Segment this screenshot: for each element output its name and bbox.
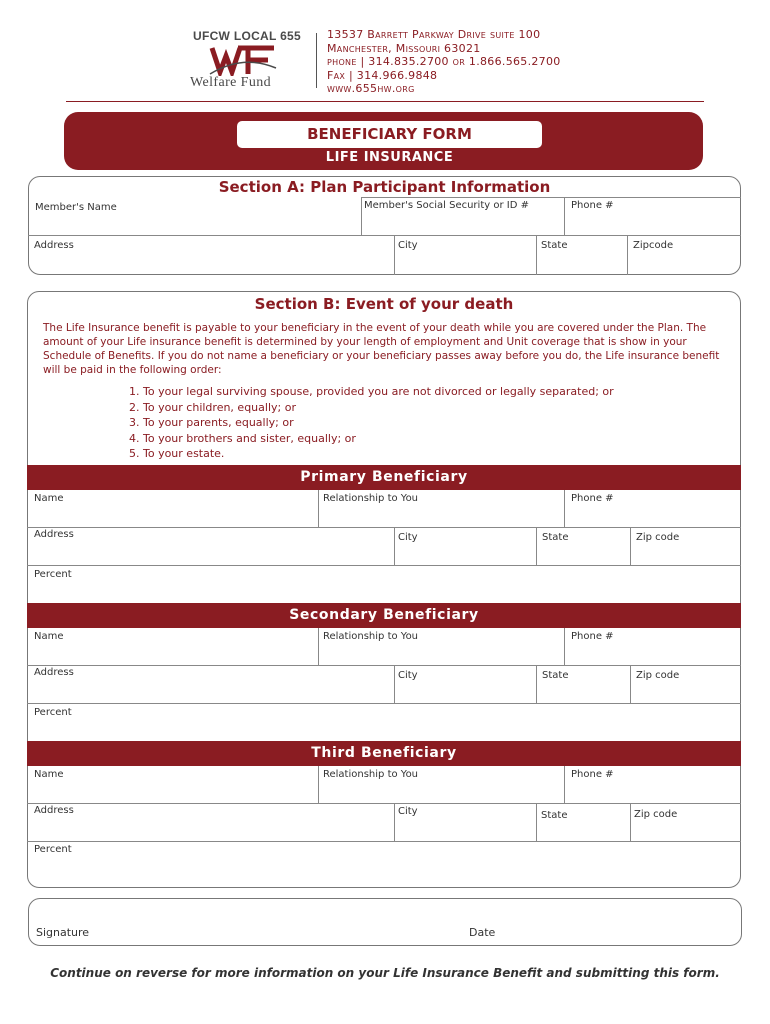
form-subtitle: LIFE INSURANCE	[325, 150, 454, 165]
signature-field[interactable]: Signature	[36, 926, 90, 939]
secondary-row-divider-1	[27, 665, 741, 666]
primary-zip-field[interactable]: Zip code	[636, 532, 680, 543]
primary-name-field[interactable]: Name	[34, 493, 64, 504]
signature-box	[28, 898, 742, 946]
primary-vline-5	[630, 527, 631, 565]
third-percent-field[interactable]: Percent	[34, 844, 72, 855]
payout-order-item: 3. To your parents, equally; or	[129, 416, 294, 429]
section-a-top-line	[361, 197, 741, 198]
payout-order-item: 5. To your estate.	[129, 447, 225, 460]
third-state-field[interactable]: State	[541, 810, 568, 821]
secondary-vline-4	[536, 665, 537, 703]
section-a-vline-3	[394, 235, 395, 275]
third-row-divider-2	[27, 841, 741, 842]
secondary-zip-field[interactable]: Zip code	[636, 670, 680, 681]
header-rule	[66, 101, 704, 102]
secondary-relationship-field[interactable]: Relationship to You	[323, 631, 419, 642]
third-beneficiary-header: Third Beneficiary	[27, 741, 741, 766]
org-name-bottom: Welfare Fund	[190, 75, 272, 90]
secondary-row-divider-2	[27, 703, 741, 704]
secondary-vline-2	[564, 628, 565, 665]
payout-order-item: 4. To your brothers and sister, equally; or	[129, 431, 356, 445]
primary-row-divider-1	[27, 527, 741, 528]
member-address-field[interactable]: Address	[34, 240, 74, 251]
section-b-box	[27, 291, 741, 888]
member-city-field[interactable]: City	[398, 240, 418, 251]
primary-phone-field[interactable]: Phone #	[571, 493, 614, 504]
secondary-address-field[interactable]: Address	[34, 667, 74, 678]
form-title: BENEFICIARY FORM	[237, 121, 542, 148]
third-vline-4	[536, 803, 537, 841]
secondary-vline-5	[630, 665, 631, 703]
section-a-vline-1	[361, 197, 362, 235]
member-ssn-field[interactable]: Member's Social Security or ID #	[364, 200, 529, 211]
primary-state-field[interactable]: State	[542, 532, 569, 543]
secondary-phone-field[interactable]: Phone #	[571, 631, 614, 642]
payout-order-list	[129, 384, 614, 462]
third-zip-field[interactable]: Zip code	[634, 809, 678, 820]
third-city-field[interactable]: City	[398, 806, 418, 817]
org-name-top: UFCW LOCAL 655	[193, 29, 301, 43]
section-a-vline-2	[564, 197, 565, 235]
primary-city-field[interactable]: City	[398, 532, 418, 543]
primary-beneficiary-header: Primary Beneficiary	[27, 465, 741, 490]
section-b-paragraph: The Life Insurance benefit is payable to your beneficiary in the event of your death while you are covered under the Plan. The amount of your Life insurance benefit is determined by your length of employment and Unit coverage that is show in your Schedule of Benefits. If you do not name a beneficiary or your beneficiary passes away before you do, the Life insurance benefit will be paid in the following order:	[43, 322, 720, 376]
third-vline-5	[630, 803, 631, 841]
section-a-row-divider	[28, 235, 741, 236]
third-vline-3	[394, 803, 395, 841]
secondary-beneficiary-header: Secondary Beneficiary	[27, 603, 741, 628]
primary-row-divider-2	[27, 565, 741, 566]
primary-relationship-field[interactable]: Relationship to You	[323, 493, 419, 504]
secondary-state-field[interactable]: State	[542, 670, 569, 681]
secondary-percent-field[interactable]: Percent	[34, 707, 72, 718]
address-line-1: 13537 Barrett Parkway Drive suite 100	[327, 28, 541, 41]
member-zipcode-field[interactable]: Zipcode	[633, 240, 674, 251]
primary-vline-3	[394, 527, 395, 565]
primary-vline-2	[564, 490, 565, 527]
third-relationship-field[interactable]: Relationship to You	[323, 769, 419, 780]
section-a-vline-5	[627, 235, 628, 275]
address-line-web: www.655hw.org	[327, 82, 415, 95]
secondary-city-field[interactable]: City	[398, 670, 418, 681]
member-phone-field[interactable]: Phone #	[571, 200, 614, 211]
secondary-vline-3	[394, 665, 395, 703]
third-name-field[interactable]: Name	[34, 769, 64, 780]
third-phone-field[interactable]: Phone #	[571, 769, 614, 780]
address-line-fax: Fax | 314.966.9848	[327, 68, 438, 82]
third-vline-1	[318, 766, 319, 803]
section-a-vline-4	[536, 235, 537, 275]
section-a-title: Section A: Plan Participant Information	[218, 178, 551, 196]
address-line-2: Manchester, Missouri 63021	[327, 41, 481, 55]
payout-order-item: 1. To your legal surviving spouse, provided you are not divorced or legally separated; or	[129, 385, 614, 398]
footer-note: Continue on reverse for more information on your Life Insurance Benefit and submitting this form.	[50, 966, 720, 980]
third-vline-2	[564, 766, 565, 803]
third-address-field[interactable]: Address	[34, 805, 74, 816]
member-state-field[interactable]: State	[541, 240, 568, 251]
secondary-vline-1	[318, 628, 319, 665]
primary-address-field[interactable]: Address	[34, 529, 74, 540]
org-address-block	[327, 28, 561, 96]
primary-vline-1	[318, 490, 319, 527]
members-name-field[interactable]: Member's Name	[35, 202, 117, 213]
address-line-phone: phone | 314.835.2700 or 1.866.565.2700	[327, 55, 561, 68]
date-field[interactable]: Date	[469, 926, 496, 939]
welfare-fund-logo	[208, 44, 278, 76]
secondary-name-field[interactable]: Name	[34, 631, 64, 642]
primary-percent-field[interactable]: Percent	[34, 569, 72, 580]
section-b-title: Section B: Event of your death	[254, 295, 514, 313]
third-row-divider-1	[27, 803, 741, 804]
header-divider	[316, 33, 317, 88]
payout-order-item: 2. To your children, equally; or	[129, 400, 296, 414]
primary-vline-4	[536, 527, 537, 565]
